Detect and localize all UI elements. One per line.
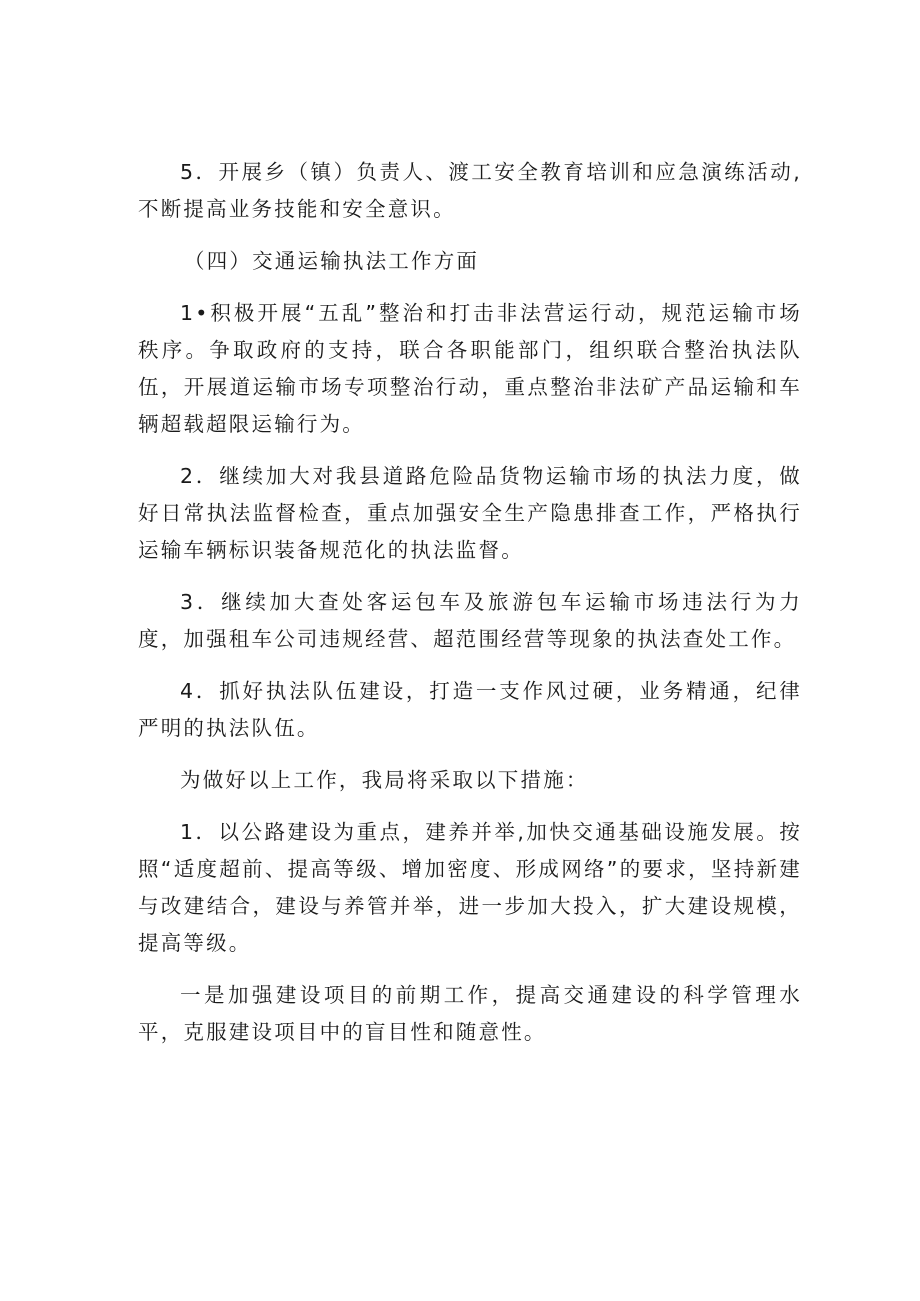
document-body	[138, 154, 802, 1051]
paragraph-enforcement-2: 2．继续加大对我县道路危险品货物运输市场的执法力度，做好日常执法监督检查，重点加强安全生产隐患排查工作，严格执行运输车辆标识装备规范化的执法监督。	[138, 464, 802, 562]
paragraph-enforcement-3: 3．继续加大查处客运包车及旅游包车运输市场违法行为力度，加强租车公司违规经营、超范围经营等现象的执法查处工作。	[138, 590, 802, 651]
paragraph-enforcement-4: 4．抓好执法队伍建设，打造一支作风过硬，业务精通，纪律严明的执法队伍。	[138, 679, 802, 740]
paragraph-measures-intro: 为做好以上工作，我局将采取以下措施：	[180, 768, 589, 792]
paragraph-item-5: 5．开展乡（镇）负责人、渡工安全教育培训和应急演练活动,不断提高业务技能和安全意识。	[138, 160, 802, 221]
paragraph-measure-1: 1．以公路建设为重点，建养并举,加快交通基础设施发展。按照“适度超前、提高等级、增加密度、形成网络”的要求，坚持新建与改建结合，建设与养管并举，进一步加大投入，扩大建设规模，提高等级。	[138, 820, 802, 955]
section-heading-enforcement: （四）交通运输执法工作方面	[184, 249, 480, 273]
paragraph-measure-1-detail: 一是加强建设项目的前期工作，提高交通建设的科学管理水平，克服建设项目中的盲目性和随意性。	[138, 983, 802, 1044]
paragraph-enforcement-1: 1•积极开展“五乱”整治和打击非法营运行动，规范运输市场秩序。争取政府的支持，联合各职能部门，组织联合整治执法队伍，开展道运输市场专项整治行动，重点整治非法矿产品运输和车辆超载超限运输行为。	[138, 301, 802, 436]
